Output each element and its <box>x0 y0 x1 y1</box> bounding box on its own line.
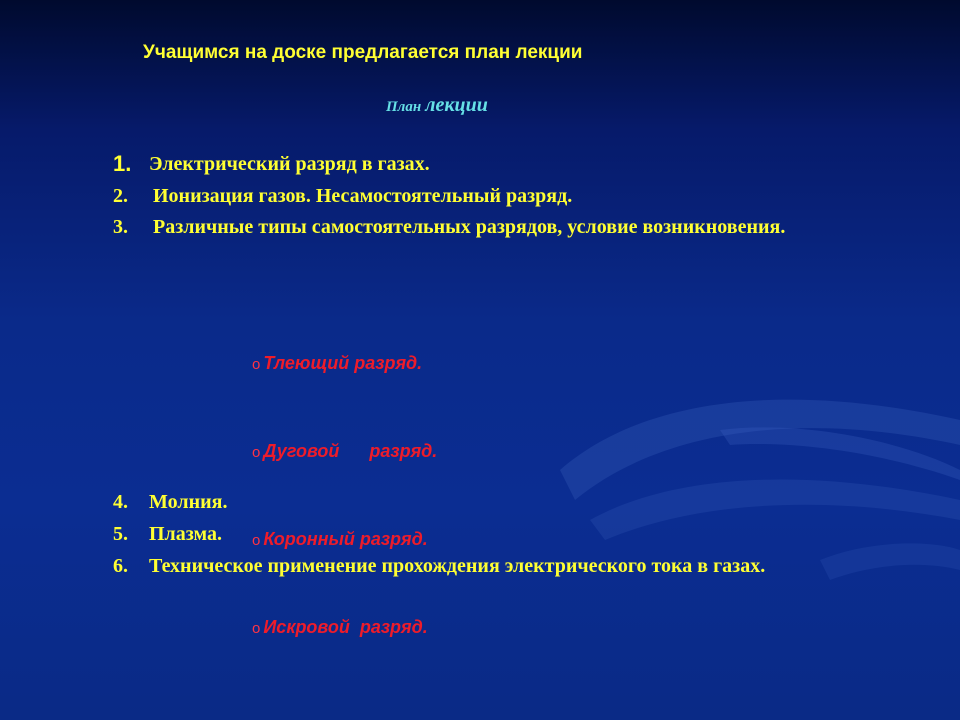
list-item-number: 6. <box>113 555 128 577</box>
slide-heading: Учащимся на доске предлагается план лекции <box>143 42 583 63</box>
list-item-text: Молния. <box>149 491 228 513</box>
list-item-text: Плазма. <box>149 523 223 545</box>
list-item <box>232 320 437 408</box>
lecture-topics-list-top <box>113 148 833 243</box>
list-item <box>113 550 833 582</box>
list-item <box>232 408 437 496</box>
list-item <box>113 212 833 243</box>
list-item <box>113 486 833 518</box>
list-item <box>232 584 437 672</box>
list-item <box>113 148 833 180</box>
list-item-text: Различные типы самостоятельных разрядов, условие возникновения. <box>153 216 786 238</box>
list-item <box>113 180 833 212</box>
bullet-marker: o <box>252 444 261 461</box>
list-item-text: Техническое применение прохождения электрического тока в газах. <box>149 555 766 577</box>
subheading-word-2: лекции <box>425 94 488 116</box>
list-item-text: Дуговой разряд. <box>263 441 438 461</box>
list-item-number: 3. <box>113 216 128 238</box>
list-item <box>113 518 833 550</box>
subheading-word-1: План <box>386 99 422 115</box>
list-item-text: Искровой разряд. <box>263 617 428 637</box>
list-item-text: Ионизация газов. Несамостоятельный разряд. <box>153 185 573 207</box>
bullet-marker: o <box>252 532 261 549</box>
list-item-number: 2. <box>113 185 128 207</box>
list-item-text: Тлеющий разряд. <box>263 353 423 373</box>
list-item-number: 4. <box>113 491 128 513</box>
bullet-marker: o <box>252 356 261 373</box>
list-item-number: 5. <box>113 523 128 545</box>
lecture-plan-subheading <box>386 94 488 117</box>
lecture-topics-list-bottom <box>113 486 833 582</box>
list-item-text: Коронный разряд. <box>263 529 428 549</box>
bullet-marker: o <box>252 620 261 637</box>
list-item-text: Электрический разряд в газах. <box>149 153 430 175</box>
list-item-number: 1. <box>113 151 132 176</box>
